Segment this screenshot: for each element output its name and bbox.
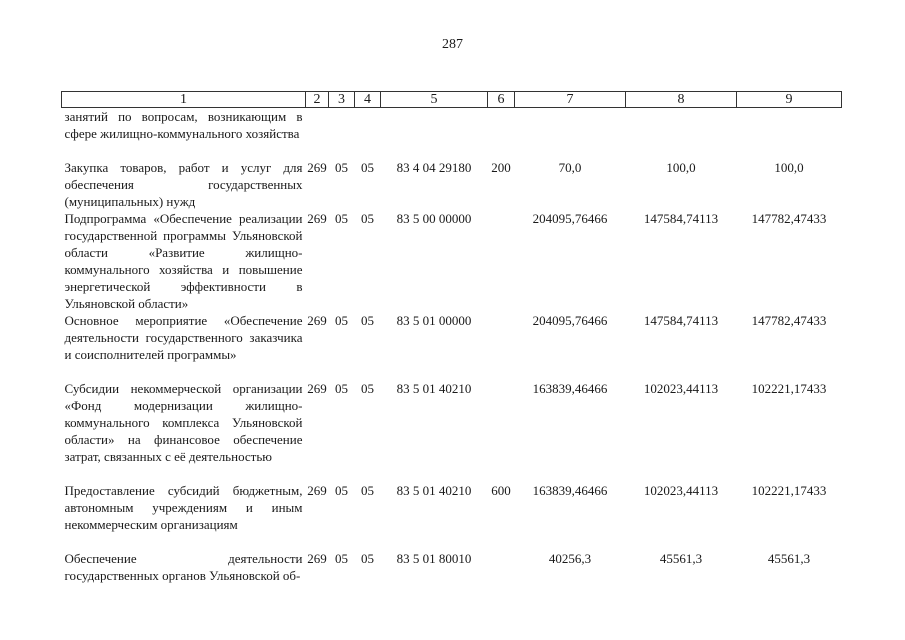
cell-expense-type [488,550,515,584]
table-row [62,380,842,482]
column-header: 1 [62,92,306,108]
column-header: 3 [329,92,355,108]
column-header: 9 [737,92,842,108]
cell-subsection: 05 [361,159,374,175]
cell-amount-3: 147782,47433 [751,210,827,226]
cell-section: 05 [335,550,348,566]
cell-amount-3: 45561,3 [767,550,811,566]
page-number: 287 [442,37,463,52]
cell-target-article: 83 5 01 00000 [396,312,472,328]
cell-amount-2: 147584,74113 [643,210,719,226]
cell-amount-2: 45561,3 [659,550,703,566]
row-name: Предоставление субсидий бюджетным, автономным учреждениям и иным некоммерческим организациям [64,482,303,532]
column-header: 4 [355,92,381,108]
cell-section: 05 [335,312,348,328]
column-header: 7 [515,92,626,108]
cell-amount-3: 102221,17433 [751,380,827,396]
cell-expense-type [488,108,515,159]
cell-expense-type: 600 [491,482,511,498]
cell-subsection: 05 [361,550,374,566]
cell-amount-1: 163839,46466 [532,482,608,498]
cell-ministry: 269 [307,312,327,328]
cell-section [329,108,355,159]
cell-subsection: 05 [361,312,374,328]
table-row [62,482,842,550]
row-name: Подпрограмма «Обеспечение реализации государственной программы Ульяновской области «Развитие жилищно-коммунального хозяйства и повышение энергетической эффективности в Ульяновской области» [64,210,303,311]
cell-section: 05 [335,210,348,226]
cell-amount-1: 70,0 [558,159,582,175]
table-row [62,210,842,312]
cell-target-article: 83 4 04 29180 [396,159,472,175]
cell-amount-1 [515,108,626,159]
cell-target-article: 83 5 01 40210 [396,482,472,498]
cell-subsection: 05 [361,482,374,498]
row-name: Основное мероприятие «Обеспечение деятельности государственного заказчика и соисполнителей программы» [64,312,303,362]
cell-target-article: 83 5 01 40210 [396,380,472,396]
cell-amount-3: 100,0 [774,159,804,175]
row-name: занятий по вопросам, возникающим в сфере жилищно-коммунального хозяйства [64,109,303,141]
cell-amount-3: 147782,47433 [751,312,827,328]
cell-expense-type [488,312,515,380]
column-header: 6 [488,92,515,108]
column-header: 2 [306,92,329,108]
cell-amount-1: 204095,76466 [532,210,608,226]
cell-target-article: 83 5 01 80010 [396,550,472,566]
cell-section: 05 [335,482,348,498]
cell-amount-2: 100,0 [666,159,696,175]
cell-amount-2 [626,108,737,159]
cell-ministry: 269 [307,210,327,226]
cell-amount-1: 163839,46466 [532,380,608,396]
table-row [62,159,842,210]
cell-target-article: 83 5 00 00000 [396,210,472,226]
table-row [62,312,842,380]
table-row [62,108,842,159]
header-row [62,92,842,108]
cell-target-article [381,108,488,159]
cell-ministry: 269 [307,380,327,396]
cell-ministry: 269 [307,159,327,175]
cell-section: 05 [335,380,348,396]
budget-table [61,91,842,584]
cell-amount-3 [737,108,842,159]
cell-subsection: 05 [361,210,374,226]
row-name: Обеспечение деятельности государственных органов Ульяновской об- [64,550,303,583]
row-name: Субсидии некоммерческой организации «Фонд модернизации жилищно-коммунального комплекса Ульяновской области» на финансовое обеспечение затрат, связанных с её деятельностью [64,380,303,464]
row-name: Закупка товаров, работ и услуг для обеспечения государственных (муниципальных) нужд [64,159,303,209]
cell-expense-type: 200 [491,159,511,175]
cell-section: 05 [335,159,348,175]
cell-amount-1: 204095,76466 [532,312,608,328]
column-header: 8 [626,92,737,108]
column-header: 5 [381,92,488,108]
cell-expense-type [488,380,515,482]
cell-amount-3: 102221,17433 [751,482,827,498]
cell-subsection: 05 [361,380,374,396]
cell-amount-2: 147584,74113 [643,312,719,328]
cell-amount-1: 40256,3 [548,550,592,566]
cell-subsection [355,108,381,159]
table-row [62,550,842,584]
cell-expense-type [488,210,515,312]
cell-amount-2: 102023,44113 [643,380,719,396]
cell-ministry: 269 [307,482,327,498]
cell-ministry [306,108,329,159]
cell-amount-2: 102023,44113 [643,482,719,498]
cell-ministry: 269 [307,550,327,566]
